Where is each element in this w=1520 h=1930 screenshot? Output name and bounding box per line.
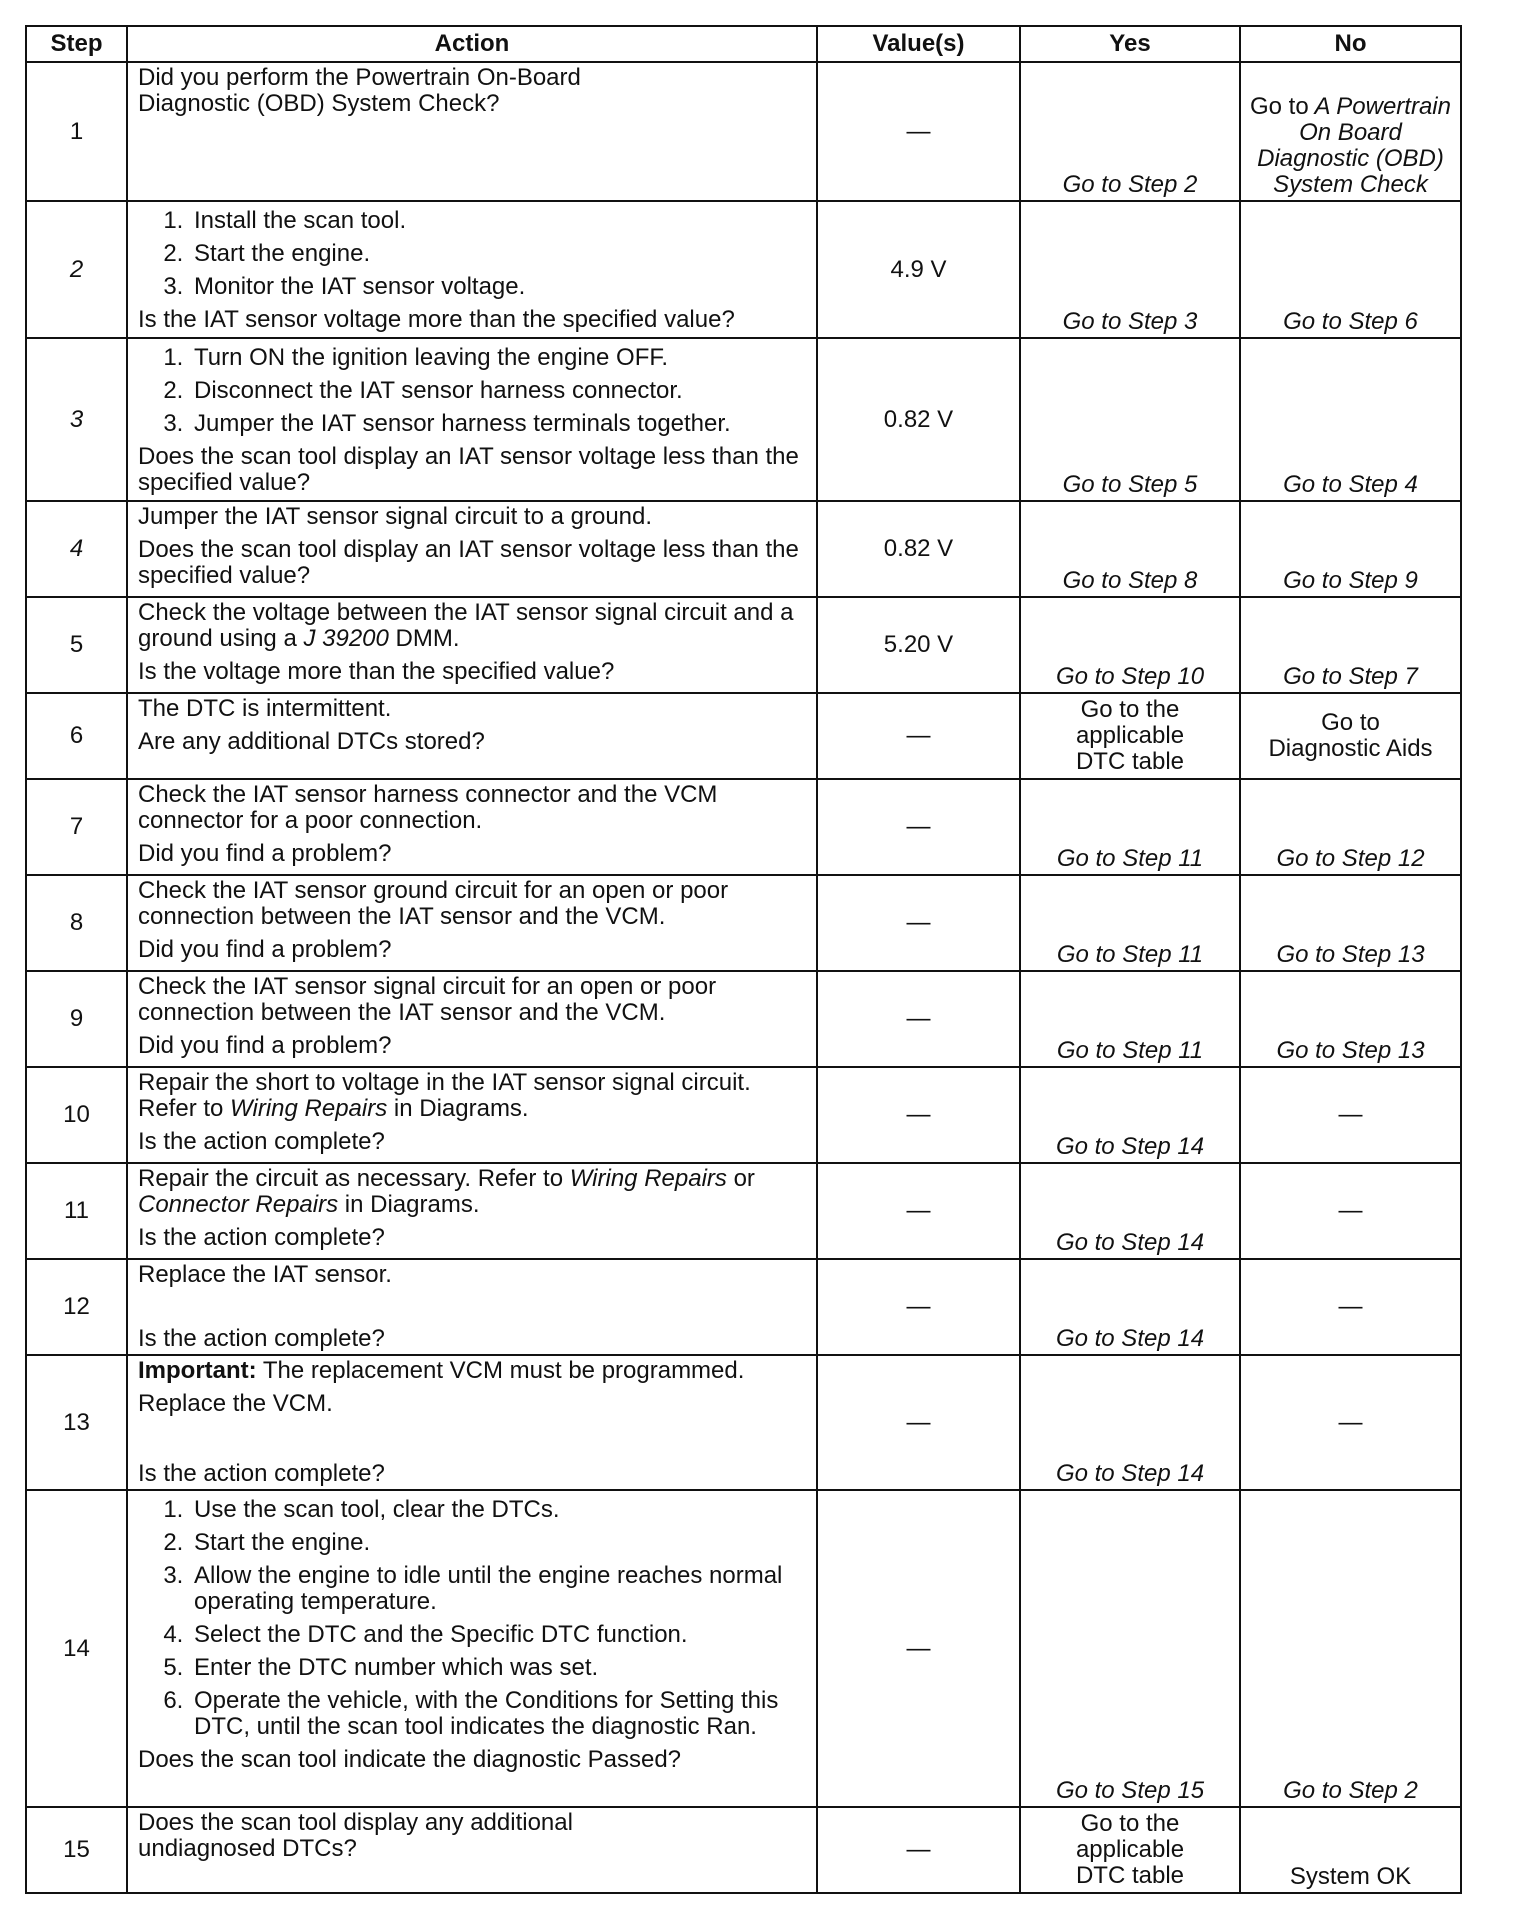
value-cell: — — [817, 1355, 1020, 1490]
yes-cell — [1020, 1490, 1240, 1807]
action-step-item: 3. Monitor the IAT sensor voltage. — [190, 274, 808, 300]
action-text: Check the IAT sensor harness connector and the VCM connector for a poor connection. — [138, 781, 718, 834]
action-step-item: 1. Turn ON the ignition leaving the engine OFF. — [190, 345, 808, 371]
no-cell — [1240, 875, 1461, 971]
step-row-13 — [26, 1355, 1461, 1490]
step-row-11 — [26, 1163, 1461, 1259]
action-text: Check the IAT sensor ground circuit for an open or poor connection between the IAT sensor and the VCM. — [138, 877, 729, 930]
yes-cell — [1020, 779, 1240, 875]
no-cell — [1240, 62, 1461, 201]
action-step-item: 5. Enter the DTC number which was set. — [190, 1655, 808, 1681]
yes-link[interactable]: Go to Step 10 — [1055, 663, 1205, 690]
action-cell — [127, 779, 817, 875]
action-question: Does the scan tool display any additional undiagnosed DTCs? — [138, 1809, 573, 1862]
yes-cell — [1020, 501, 1240, 597]
no-cell: — — [1240, 1259, 1461, 1355]
action-cell — [127, 62, 817, 201]
wiring-repairs-link[interactable]: Wiring Repairs — [569, 1165, 727, 1192]
yes-cell — [1020, 1067, 1240, 1163]
yes-cell — [1020, 1807, 1240, 1893]
no-link[interactable]: Go to Step 12 — [1276, 845, 1425, 872]
value-cell: — — [817, 1807, 1020, 1893]
important-note — [138, 1358, 808, 1384]
header-yes: Yes — [1020, 26, 1240, 62]
yes-link[interactable]: Go to Step 5 — [1062, 471, 1198, 498]
yes-cell — [1020, 1259, 1240, 1355]
step-row-8 — [26, 875, 1461, 971]
action-step-item: 1. Use the scan tool, clear the DTCs. — [190, 1497, 808, 1523]
no-prefix: Go to — [1250, 93, 1309, 120]
step-row-6 — [26, 693, 1461, 779]
value-cell: — — [817, 875, 1020, 971]
action-text: Check the IAT sensor signal circuit for an open or poor connection between the IAT sensor and the VCM. — [138, 973, 717, 1026]
yes-cell — [1020, 875, 1240, 971]
yes-link[interactable]: Go to the applicable DTC table — [1075, 1810, 1185, 1889]
action-text — [138, 600, 808, 652]
header-no: No — [1240, 26, 1461, 62]
action-step-item: 2. Disconnect the IAT sensor harness connector. — [190, 378, 808, 404]
yes-link[interactable]: Go to Step 11 — [1056, 1037, 1204, 1064]
no-cell — [1240, 779, 1461, 875]
action-cell — [127, 501, 817, 597]
no-link[interactable]: A Powertrain On Board Diagnostic (OBD) System Check — [1257, 93, 1451, 198]
refer-suffix: in Diagrams. — [393, 1095, 529, 1122]
action-question: Is the action complete? — [138, 1325, 385, 1352]
action-question: Does the scan tool display an IAT sensor voltage less than the specified value? — [138, 443, 799, 496]
action-cell — [127, 971, 817, 1067]
no-link[interactable]: Go to Step 7 — [1283, 663, 1418, 690]
tool-name: J 39200 — [303, 625, 389, 652]
action-text-suffix: DMM. — [395, 625, 460, 652]
value-cell: 0.82 V — [817, 501, 1020, 597]
action-steps — [138, 345, 808, 437]
action-question: Did you find a problem? — [138, 936, 392, 963]
yes-link[interactable]: Go to Step 3 — [1062, 308, 1198, 335]
action-steps — [138, 208, 808, 300]
value-cell: 0.82 V — [817, 338, 1020, 501]
step-row-5 — [26, 597, 1461, 693]
action-step-item: 3. Jumper the IAT sensor harness terminals together. — [190, 411, 808, 437]
step-number: 3 — [26, 338, 127, 501]
step-row-15 — [26, 1807, 1461, 1893]
action-cell — [127, 597, 817, 693]
step-number: 12 — [26, 1259, 127, 1355]
action-step-item: 4. Select the DTC and the Specific DTC function. — [190, 1622, 808, 1648]
action-step-item: 6. Operate the vehicle, with the Conditions for Setting this DTC, until the scan tool indicates the diagnostic Ran. — [190, 1688, 808, 1740]
step-number: 11 — [26, 1163, 127, 1259]
yes-link[interactable]: Go to Step 14 — [1055, 1460, 1205, 1487]
no-cell — [1240, 1807, 1461, 1893]
step-row-14 — [26, 1490, 1461, 1807]
action-step-item: 2. Start the engine. — [190, 1530, 808, 1556]
action-cell — [127, 338, 817, 501]
action-text: Jumper the IAT sensor signal circuit to a ground. — [138, 503, 653, 530]
step-row-9 — [26, 971, 1461, 1067]
action-question: Is the action complete? — [138, 1224, 385, 1251]
action-cell — [127, 1067, 817, 1163]
no-link[interactable]: Go to Step 13 — [1276, 1037, 1425, 1064]
value-cell: — — [817, 1259, 1020, 1355]
value-cell: — — [817, 693, 1020, 779]
step-number: 13 — [26, 1355, 127, 1490]
value-cell: — — [817, 1163, 1020, 1259]
no-link[interactable]: Go to Step 2 — [1283, 1777, 1418, 1804]
step-row-4 — [26, 501, 1461, 597]
action-text: Did you perform the Powertrain On-Board — [138, 64, 581, 91]
no-cell — [1240, 971, 1461, 1067]
yes-cell — [1020, 971, 1240, 1067]
action-cell — [127, 875, 817, 971]
yes-cell — [1020, 1355, 1240, 1490]
action-question: Is the action complete? — [138, 1128, 385, 1155]
step-number: 6 — [26, 693, 127, 779]
wiring-repairs-link[interactable]: Wiring Repairs — [230, 1095, 388, 1122]
value-cell: — — [817, 971, 1020, 1067]
no-cell — [1240, 597, 1461, 693]
no-link[interactable]: Go to Step 9 — [1283, 567, 1418, 594]
step-row-10 — [26, 1067, 1461, 1163]
yes-link[interactable]: Go to Step 11 — [1056, 941, 1204, 968]
action-text: The DTC is intermittent. — [138, 695, 392, 722]
yes-link[interactable]: Go to Step 14 — [1055, 1325, 1205, 1352]
no-cell: — — [1240, 1355, 1461, 1490]
step-number: 14 — [26, 1490, 127, 1807]
yes-link[interactable]: Go to Step 8 — [1062, 567, 1198, 594]
step-number: 4 — [26, 501, 127, 597]
action-text: Diagnostic (OBD) System Check? — [138, 90, 500, 117]
step-number: 7 — [26, 779, 127, 875]
yes-link[interactable]: Go to the applicable DTC table — [1075, 696, 1185, 775]
action-steps — [138, 1497, 808, 1740]
action-question: Are any additional DTCs stored? — [138, 728, 485, 755]
action-question: Is the IAT sensor voltage more than the specified value? — [138, 306, 735, 333]
header-step: Step — [26, 26, 127, 62]
action-text: Repair the short to voltage in the IAT sensor signal circuit. — [138, 1069, 751, 1096]
no-link[interactable]: Go to Step 13 — [1276, 941, 1425, 968]
yes-cell — [1020, 693, 1240, 779]
value-cell: 5.20 V — [817, 597, 1020, 693]
action-question: Is the voltage more than the specified value? — [138, 658, 615, 685]
yes-cell — [1020, 338, 1240, 501]
action-step-item: 3. Allow the engine to idle until the engine reaches normal operating temperature. — [190, 1563, 808, 1615]
value-cell: 4.9 V — [817, 201, 1020, 338]
yes-link[interactable]: Go to Step 14 — [1055, 1229, 1205, 1256]
value-cell: — — [817, 1067, 1020, 1163]
connector-repairs-link[interactable]: Connector Repairs — [138, 1191, 339, 1218]
header-action: Action — [127, 26, 817, 62]
action-text — [138, 1166, 808, 1218]
value-cell: — — [817, 62, 1020, 201]
yes-cell — [1020, 62, 1240, 201]
no-cell — [1240, 201, 1461, 338]
diagnostic-table — [25, 25, 1462, 1894]
important-label: Important: — [138, 1357, 257, 1384]
action-cell — [127, 1259, 817, 1355]
important-text: The replacement VCM must be programmed. — [262, 1357, 745, 1384]
yes-link[interactable]: Go to Step 11 — [1056, 845, 1204, 872]
action-cell — [127, 1163, 817, 1259]
yes-cell — [1020, 1163, 1240, 1259]
no-cell — [1240, 338, 1461, 501]
step-number: 10 — [26, 1067, 127, 1163]
system-ok-text: System OK — [1289, 1863, 1412, 1890]
refer-prefix: Refer to — [138, 1095, 224, 1122]
action-text-suffix: in Diagrams. — [344, 1191, 480, 1218]
yes-link[interactable]: Go to Step 15 — [1055, 1777, 1205, 1804]
action-step-item: 1. Install the scan tool. — [190, 208, 808, 234]
yes-cell — [1020, 201, 1240, 338]
action-cell — [127, 693, 817, 779]
yes-link[interactable]: Go to Step 14 — [1055, 1133, 1205, 1160]
action-text-prefix: Repair the circuit as necessary. Refer to — [138, 1165, 564, 1192]
yes-link[interactable]: Go to Step 2 — [1062, 171, 1198, 198]
refer-text — [138, 1096, 808, 1122]
action-cell — [127, 201, 817, 338]
action-question: Does the scan tool display an IAT sensor voltage less than the specified value? — [138, 536, 799, 589]
value-cell: — — [817, 1490, 1020, 1807]
no-link[interactable]: Go to Step 6 — [1283, 308, 1418, 335]
action-text: Replace the VCM. — [138, 1390, 333, 1417]
value-cell: — — [817, 779, 1020, 875]
step-number: 5 — [26, 597, 127, 693]
action-text-mid: or — [733, 1165, 755, 1192]
step-number: 2 — [26, 201, 127, 338]
step-number: 9 — [26, 971, 127, 1067]
step-number: 15 — [26, 1807, 127, 1893]
action-question: Did you find a problem? — [138, 1032, 392, 1059]
no-link[interactable]: Go to Diagnostic Aids — [1268, 709, 1433, 762]
yes-cell — [1020, 597, 1240, 693]
step-row-12 — [26, 1259, 1461, 1355]
step-row-3 — [26, 338, 1461, 501]
action-question: Does the scan tool indicate the diagnostic Passed? — [138, 1746, 682, 1773]
action-cell — [127, 1490, 817, 1807]
action-question: Is the action complete? — [138, 1460, 385, 1487]
action-text-prefix: Check the voltage between the IAT sensor signal circuit and a ground using a — [138, 599, 794, 652]
step-row-2 — [26, 201, 1461, 338]
step-row-7 — [26, 779, 1461, 875]
action-step-item: 2. Start the engine. — [190, 241, 808, 267]
action-cell — [127, 1807, 817, 1893]
step-row-1 — [26, 62, 1461, 201]
no-cell — [1240, 693, 1461, 779]
no-cell: — — [1240, 1163, 1461, 1259]
header-values: Value(s) — [817, 26, 1020, 62]
no-link[interactable]: Go to Step 4 — [1283, 471, 1418, 498]
action-question: Did you find a problem? — [138, 840, 392, 867]
no-cell — [1240, 501, 1461, 597]
action-text: Replace the IAT sensor. — [138, 1261, 392, 1288]
step-number: 1 — [26, 62, 127, 201]
no-cell — [1240, 1490, 1461, 1807]
step-number: 8 — [26, 875, 127, 971]
header-row — [26, 26, 1461, 62]
no-cell: — — [1240, 1067, 1461, 1163]
action-cell — [127, 1355, 817, 1490]
